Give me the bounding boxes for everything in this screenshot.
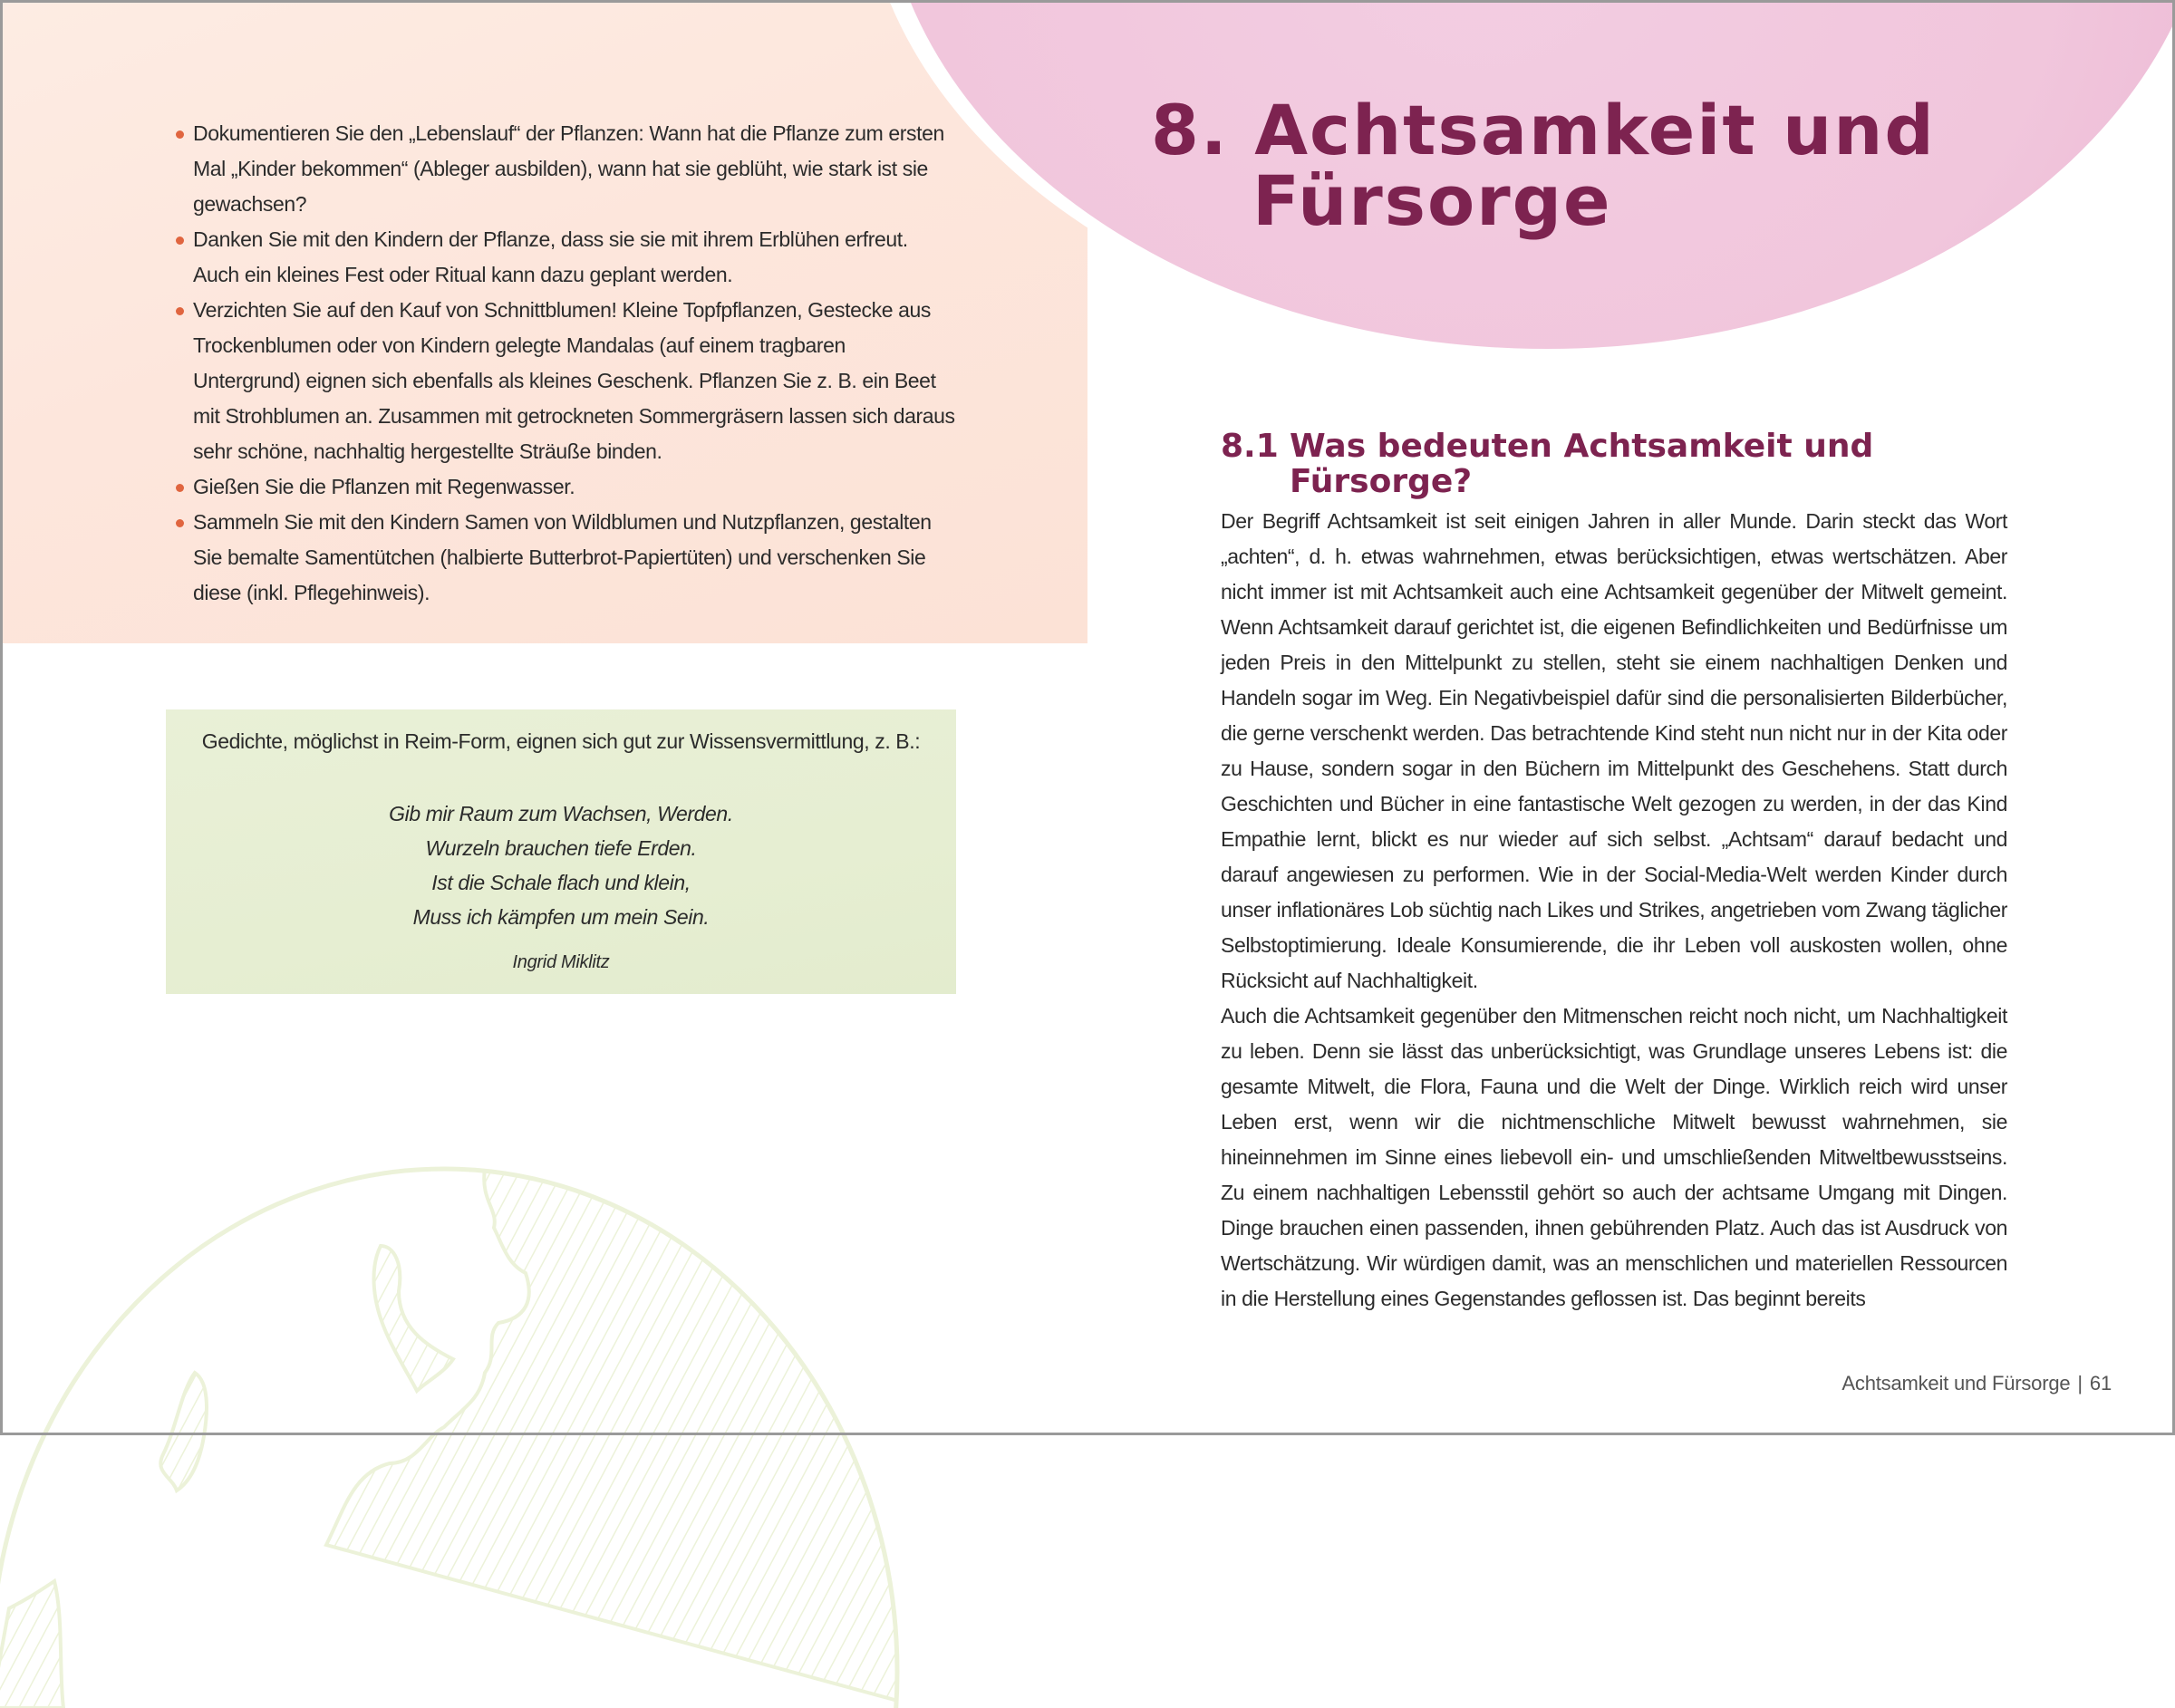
page-number: 61: [2089, 1372, 2112, 1394]
page-footer: [1842, 1372, 2112, 1395]
body-text: [1221, 504, 2007, 1317]
tip-item: Dokumentieren Sie den „Lebenslauf“ der Pflanzen: Wann hat die Pflanze zum ersten Mal „Kinder bekommen“ (Ableger ausbilden), wann hat sie geblüht, wie stark ist sie gewachsen?: [193, 116, 956, 222]
poem-line: Gib mir Raum zum Wachsen, Werden.: [389, 802, 733, 825]
footer-separator: |: [2077, 1372, 2083, 1394]
poem-line: Wurzeln brauchen tiefe Erden.: [425, 836, 697, 860]
tips-list: [193, 116, 956, 611]
poem-line: Muss ich kämpfen um mein Sein.: [412, 905, 710, 929]
poem-box: [166, 709, 956, 994]
tip-item: Verzichten Sie auf den Kauf von Schnittblumen! Kleine Topfpflanzen, Gestecke aus Trockenblumen oder von Kindern gelegte Mandalas (auf einem tragbaren Untergrund) eignen sich ebenfalls als kleines Geschenk. Pflanzen Sie z. B. ein Beet mit Strohblumen an. Zusammen mit getrockneten Sommergräsern lassen sich daraus sehr schöne, nachhaltig hergestellte Sträuße binden.: [193, 293, 956, 469]
section-title: [1221, 429, 1873, 499]
chapter-title: [1151, 90, 1936, 241]
tip-item: Danken Sie mit den Kindern der Pflanze, dass sie sie mit ihrem Erblühen erfreut. Auch ein kleines Fest oder Ritual kann dazu geplant werden.: [193, 222, 956, 293]
tip-item: Gießen Sie die Pflanzen mit Regenwasser.: [193, 469, 956, 505]
poem-intro: Gedichte, möglichst in Reim-Form, eignen sich gut zur Wissensvermittlung, z. B.:: [201, 729, 921, 753]
globe-icon: [0, 1164, 924, 1708]
chapter-title-line-2: Fürsorge: [1252, 160, 1612, 241]
section-title-line-1: Was bedeuten Achtsamkeit und: [1290, 428, 1874, 465]
poem-author: Ingrid Miklitz: [512, 952, 610, 972]
section-number: 8.1: [1221, 428, 1279, 465]
tip-item: Sammeln Sie mit den Kindern Samen von Wildblumen und Nutzpflanzen, gestalten Sie bemalte Samentütchen (halbierte Butterbrot-Papiertüten) und verschenken Sie diese (inkl. Pflegehinweis).: [193, 505, 956, 611]
chapter-title-line-1: 8. Achtsamkeit und: [1151, 90, 1936, 170]
poem: [166, 796, 956, 934]
section-title-line-2: Fürsorge?: [1290, 463, 1473, 500]
paragraph: Auch die Achtsamkeit gegenüber den Mitmenschen reicht noch nicht, um Nachhaltigkeit zu leben. Denn sie lässt das unberücksichtigt, was Grundlage unseres Lebens ist: die gesamte Mitwelt, die Flora, Fauna und die Welt der Dinge. Wirklich reich wird unser Leben erst, wenn wir die nichtmenschliche Mitwelt bewusst wahrnehmen, sie hineinnehmen im Sinne eines liebevoll ein- und umschließenden Mitweltbewusstseins. Zu einem nachhaltigen Lebensstil gehört so auch der achtsame Umgang mit Dingen. Dinge brauchen einen passenden, ihnen gebührenden Platz. Auch das ist Ausdruck von Wertschätzung. Wir würdigen damit, was an menschlichen und materiellen Ressourcen in die Herstellung eines Gegenstandes geflossen ist. Das beginnt bereits: [1221, 1004, 2007, 1310]
running-head: Achtsamkeit und Fürsorge: [1842, 1372, 2071, 1394]
poem-line: Ist die Schale flach und klein,: [431, 871, 691, 894]
paragraph: Der Begriff Achtsamkeit ist seit einigen Jahren in aller Munde. Darin steckt das Wort „achten“, d. h. etwas wahrnehmen, etwas berücksichtigen, etwas wertschätzen. Aber nicht immer ist mit Achtsamkeit auch eine Achtsamkeit gegenüber der Mitwelt gemeint. Wenn Achtsamkeit darauf gerichtet ist, die eigenen Befindlichkeiten und Bedürfnisse um jeden Preis in den Mittelpunkt zu stellen, steht sie einem nachhaltigen Denken und Handeln sogar im Weg. Ein Negativbeispiel dafür sind die personalisierten Bilderbücher, die gerne verschenkt werden. Das betrachtende Kind steht nun nicht nur in der Kita oder zu Hause, sondern sogar in den Büchern im Mittelpunkt des Geschehens. Statt durch Geschichten und Bücher in eine fantastische Welt gezogen zu werden, in der das Kind Empathie lernt, blickt es nur wieder auf sich selbst. „Achtsam“ darauf bedacht und darauf angewiesen zu performen. Wie in der Social-Media-Welt werden Kinder durch unser inflationäres Lob süchtig nach Likes und Strikes, angetrieben vom Zwang täglicher Selbstoptimierung. Ideale Konsumierende, die ihr Leben voll auskosten wollen, ohne Rücksicht auf Nachhaltigkeit.: [1221, 509, 2007, 992]
